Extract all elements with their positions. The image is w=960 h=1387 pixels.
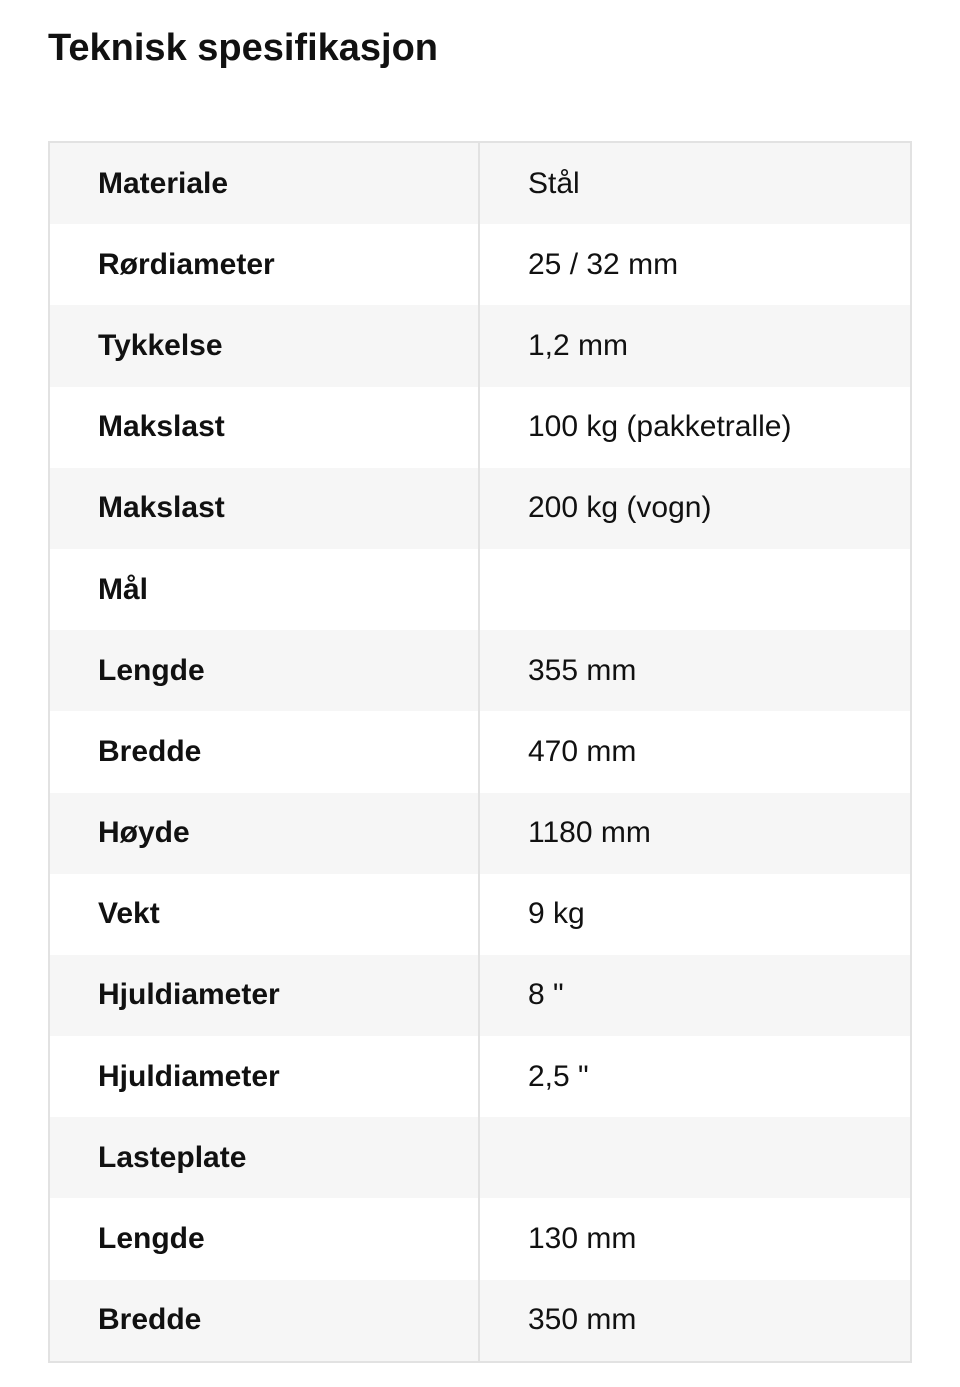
spec-section-row xyxy=(50,1117,910,1198)
spec-row xyxy=(50,468,910,549)
spec-label: Tykkelse xyxy=(50,305,480,386)
spec-value: 350 mm xyxy=(528,1303,637,1337)
spec-row xyxy=(50,224,910,305)
spec-row xyxy=(50,630,910,711)
spec-row xyxy=(50,1280,910,1361)
spec-section-label: Lasteplate xyxy=(50,1117,480,1198)
spec-section-label: Mål xyxy=(50,549,480,630)
spec-value: 9 kg xyxy=(528,897,585,931)
spec-value: 1,2 mm xyxy=(528,328,629,362)
spec-label: Vekt xyxy=(50,874,480,955)
spec-value xyxy=(480,1117,910,1198)
spec-value: 100 kg (pakketralle) xyxy=(528,410,792,444)
spec-value: 2,5 " xyxy=(528,1059,589,1093)
spec-row xyxy=(50,955,910,1036)
spec-value: 130 mm xyxy=(528,1222,637,1256)
spec-value: 8 " xyxy=(528,978,564,1012)
spec-section-row xyxy=(50,549,910,630)
spec-label: Høyde xyxy=(50,793,480,874)
spec-value: 355 mm xyxy=(528,653,637,687)
spec-value: 1180 mm xyxy=(528,816,651,850)
spec-label: Makslast xyxy=(50,387,480,468)
spec-label: Bredde xyxy=(50,1280,480,1361)
spec-label: Rørdiameter xyxy=(50,224,480,305)
spec-label: Hjuldiameter xyxy=(50,955,480,1036)
spec-row xyxy=(50,387,910,468)
spec-row xyxy=(50,1036,910,1117)
spec-value: 470 mm xyxy=(528,734,637,768)
spec-row xyxy=(50,143,910,224)
spec-row xyxy=(50,793,910,874)
spec-row xyxy=(50,305,910,386)
spec-label: Materiale xyxy=(50,143,480,224)
page-title: Teknisk spesifikasjon xyxy=(48,27,439,69)
spec-value: 25 / 32 mm xyxy=(528,247,679,281)
spec-value xyxy=(480,549,910,630)
spec-label: Lengde xyxy=(50,1198,480,1279)
spec-value: 200 kg (vogn) xyxy=(528,491,712,525)
spec-label: Makslast xyxy=(50,468,480,549)
spec-row xyxy=(50,874,910,955)
spec-value: Stål xyxy=(528,166,580,200)
spec-row xyxy=(50,711,910,792)
spec-row xyxy=(50,1198,910,1279)
spec-label: Hjuldiameter xyxy=(50,1036,480,1117)
spec-label: Lengde xyxy=(50,630,480,711)
spec-label: Bredde xyxy=(50,711,480,792)
spec-table xyxy=(48,141,912,1363)
